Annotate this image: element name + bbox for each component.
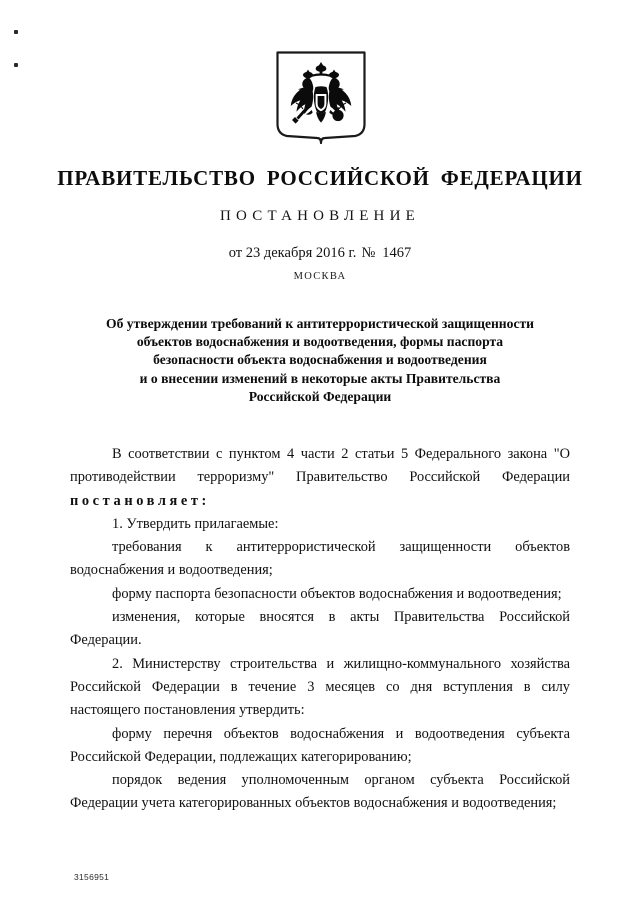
scan-speck-artifact bbox=[14, 63, 18, 67]
title-line: Российской Федерации bbox=[248, 388, 392, 404]
body-paragraph-resolves: постановляет: bbox=[70, 492, 210, 509]
title-line: и о внесении изменений в некоторые акты Правительства bbox=[139, 370, 501, 386]
document-dateline bbox=[0, 245, 640, 262]
document-body bbox=[70, 443, 570, 816]
body-paragraph: требования к антитеррористической защищенности объектов водоснабжения и водоотведения; bbox=[70, 539, 570, 579]
document-date: от 23 декабря 2016 г. bbox=[228, 245, 357, 261]
coat-of-arms-icon bbox=[275, 50, 367, 150]
body-paragraph: форму паспорта безопасности объектов водоснабжения и водоотведения; bbox=[112, 585, 562, 602]
document-number: 1467 bbox=[382, 245, 412, 261]
document-title bbox=[70, 315, 570, 406]
footer-document-code: 3156951 bbox=[74, 872, 110, 882]
number-sign: № bbox=[361, 245, 376, 261]
document-type-heading: ПОСТАНОВЛЕНИЕ bbox=[220, 208, 420, 224]
title-line: Об утверждении требований к антитеррористической защищенности bbox=[106, 316, 534, 331]
body-paragraph: изменения, которые вносятся в акты Правительства Российской Федерации. bbox=[70, 609, 570, 649]
body-paragraph: форму перечня объектов водоснабжения и водоотведения субъекта Российской Федерации, подлежащих категорированию; bbox=[70, 725, 570, 765]
issuing-city: МОСКВА bbox=[293, 271, 347, 282]
scan-speck-artifact bbox=[14, 30, 18, 34]
body-paragraph: порядок ведения уполномоченным органом субъекта Российской Федерации учета категорированных объектов водоснабжения и водоотведения; bbox=[70, 772, 570, 812]
body-paragraph: В соответствии с пунктом 4 части 2 статьи 5 Федерального закона "О противодействии терроризму" Правительство Российской Федерации bbox=[70, 446, 570, 486]
government-heading: ПРАВИТЕЛЬСТВО РОССИЙСКОЙ ФЕДЕРАЦИИ bbox=[57, 166, 583, 190]
body-paragraph: 1. Утвердить прилагаемые: bbox=[112, 515, 279, 532]
title-line: объектов водоснабжения и водоотведения, формы паспорта bbox=[136, 334, 504, 350]
body-paragraph: 2. Министерству строительства и жилищно-коммунального хозяйства Российской Федерации в течение 3 месяцев со дня вступления в силу настоящего постановления утвердить: bbox=[70, 655, 570, 719]
title-line: безопасности объекта водоснабжения и водоотведения bbox=[153, 352, 487, 368]
